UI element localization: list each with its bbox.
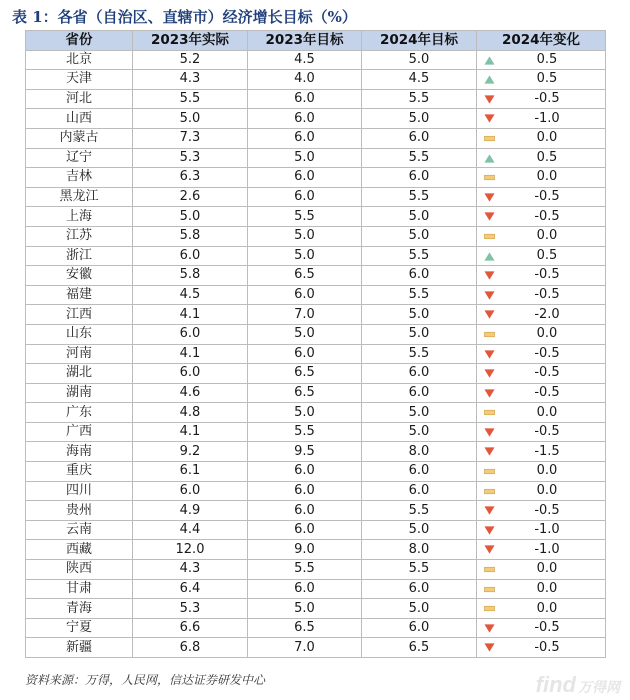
change-value: 0.0 — [536, 404, 558, 420]
cell-change-2024 — [477, 638, 606, 658]
table-row — [26, 540, 606, 560]
cell-change-2024 — [477, 128, 606, 148]
cell-province: 山西 — [26, 109, 133, 129]
down-triangle-icon — [484, 94, 495, 105]
cell-province: 甘肃 — [26, 579, 133, 599]
cell-target-2024: 5.0 — [362, 305, 477, 325]
cell-target-2024: 8.0 — [362, 442, 477, 462]
table-row — [26, 168, 606, 188]
table-row — [26, 226, 606, 246]
change-value: 0.5 — [536, 51, 558, 67]
cell-change-2024 — [477, 462, 606, 482]
table-row — [26, 70, 606, 90]
cell-target-2023: 6.0 — [248, 285, 362, 305]
cell-actual-2023: 5.8 — [133, 266, 248, 286]
cell-province: 湖南 — [26, 383, 133, 403]
cell-change-2024 — [477, 207, 606, 227]
up-triangle-icon — [484, 74, 495, 85]
cell-target-2024: 5.0 — [362, 520, 477, 540]
cell-target-2024: 5.0 — [362, 109, 477, 129]
cell-province: 浙江 — [26, 246, 133, 266]
cell-actual-2023: 5.0 — [133, 109, 248, 129]
change-value: -0.5 — [534, 424, 560, 440]
cell-actual-2023: 6.3 — [133, 168, 248, 188]
cell-target-2024: 5.0 — [362, 324, 477, 344]
header-province: 省份 — [26, 31, 133, 51]
cell-province: 陕西 — [26, 560, 133, 580]
cell-target-2024: 6.0 — [362, 266, 477, 286]
cell-target-2024: 5.5 — [362, 187, 477, 207]
cell-target-2024: 6.0 — [362, 128, 477, 148]
cell-actual-2023: 6.0 — [133, 481, 248, 501]
cell-actual-2023: 4.6 — [133, 383, 248, 403]
cell-actual-2023: 4.1 — [133, 344, 248, 364]
table-body — [26, 50, 606, 657]
cell-target-2024: 6.0 — [362, 364, 477, 384]
change-value: -0.5 — [534, 208, 560, 224]
cell-actual-2023: 6.6 — [133, 618, 248, 638]
flat-bar-icon — [484, 133, 495, 144]
cell-change-2024 — [477, 599, 606, 619]
change-value: -0.5 — [534, 189, 560, 205]
cell-actual-2023: 4.3 — [133, 70, 248, 90]
cell-target-2024: 5.5 — [362, 89, 477, 109]
cell-change-2024 — [477, 520, 606, 540]
cell-province: 福建 — [26, 285, 133, 305]
cell-actual-2023: 4.5 — [133, 285, 248, 305]
cell-actual-2023: 4.1 — [133, 422, 248, 442]
watermark — [536, 672, 620, 698]
cell-target-2024: 5.5 — [362, 148, 477, 168]
change-value: -0.5 — [534, 267, 560, 283]
table-row — [26, 520, 606, 540]
cell-change-2024 — [477, 383, 606, 403]
table-row — [26, 207, 606, 227]
table-row — [26, 128, 606, 148]
table-row — [26, 148, 606, 168]
change-value: 0.5 — [536, 71, 558, 87]
cell-target-2024: 5.0 — [362, 226, 477, 246]
cell-change-2024 — [477, 50, 606, 70]
table-row — [26, 305, 606, 325]
down-triangle-icon — [484, 192, 495, 203]
cell-actual-2023: 4.4 — [133, 520, 248, 540]
change-value: 0.0 — [536, 326, 558, 342]
table-row — [26, 344, 606, 364]
change-value: -0.5 — [534, 91, 560, 107]
change-value: 0.0 — [536, 169, 558, 185]
table-row — [26, 618, 606, 638]
change-value: 0.0 — [536, 130, 558, 146]
table-row — [26, 481, 606, 501]
header-change-2024: 2024年变化 — [477, 31, 606, 51]
cell-target-2023: 6.0 — [248, 187, 362, 207]
down-triangle-icon — [484, 211, 495, 222]
flat-bar-icon — [484, 564, 495, 575]
cell-target-2023: 5.5 — [248, 207, 362, 227]
cell-target-2023: 6.0 — [248, 462, 362, 482]
cell-target-2024: 5.0 — [362, 50, 477, 70]
cell-change-2024 — [477, 168, 606, 188]
cell-actual-2023: 2.6 — [133, 187, 248, 207]
cell-change-2024 — [477, 442, 606, 462]
table-row — [26, 422, 606, 442]
flat-bar-icon — [484, 172, 495, 183]
table-row — [26, 442, 606, 462]
cell-province: 内蒙古 — [26, 128, 133, 148]
cell-actual-2023: 5.0 — [133, 207, 248, 227]
down-triangle-icon — [484, 544, 495, 555]
down-triangle-icon — [484, 309, 495, 320]
cell-change-2024 — [477, 226, 606, 246]
cell-target-2023: 6.0 — [248, 344, 362, 364]
cell-target-2024: 5.0 — [362, 403, 477, 423]
table-row — [26, 50, 606, 70]
cell-target-2023: 5.0 — [248, 324, 362, 344]
up-triangle-icon — [484, 251, 495, 262]
change-value: 0.0 — [536, 482, 558, 498]
cell-actual-2023: 6.0 — [133, 324, 248, 344]
change-value: 0.0 — [536, 600, 558, 616]
cell-target-2024: 6.0 — [362, 481, 477, 501]
cell-province: 西藏 — [26, 540, 133, 560]
table-row — [26, 187, 606, 207]
cell-target-2024: 5.5 — [362, 501, 477, 521]
cell-target-2023: 6.0 — [248, 481, 362, 501]
table-row — [26, 579, 606, 599]
cell-target-2024: 6.0 — [362, 462, 477, 482]
down-triangle-icon — [484, 505, 495, 516]
table-row — [26, 383, 606, 403]
cell-target-2023: 6.5 — [248, 266, 362, 286]
cell-province: 辽宁 — [26, 148, 133, 168]
cell-target-2023: 4.0 — [248, 70, 362, 90]
header-target-2023: 2023年目标 — [248, 31, 362, 51]
cell-province: 广东 — [26, 403, 133, 423]
cell-actual-2023: 7.3 — [133, 128, 248, 148]
cell-province: 云南 — [26, 520, 133, 540]
down-triangle-icon — [484, 642, 495, 653]
cell-change-2024 — [477, 266, 606, 286]
cell-actual-2023: 5.5 — [133, 89, 248, 109]
change-value: 0.0 — [536, 463, 558, 479]
cell-actual-2023: 6.4 — [133, 579, 248, 599]
cell-province: 重庆 — [26, 462, 133, 482]
flat-bar-icon — [484, 231, 495, 242]
cell-target-2024: 6.0 — [362, 579, 477, 599]
change-value: -0.5 — [534, 345, 560, 361]
table-row — [26, 364, 606, 384]
cell-actual-2023: 4.3 — [133, 560, 248, 580]
change-value: 0.0 — [536, 561, 558, 577]
growth-target-table — [25, 30, 606, 658]
cell-target-2023: 6.0 — [248, 168, 362, 188]
flat-bar-icon — [484, 486, 495, 497]
cell-target-2023: 5.0 — [248, 403, 362, 423]
cell-target-2024: 5.0 — [362, 207, 477, 227]
cell-change-2024 — [477, 481, 606, 501]
down-triangle-icon — [484, 270, 495, 281]
change-value: -2.0 — [534, 306, 560, 322]
cell-province: 青海 — [26, 599, 133, 619]
change-value: -0.5 — [534, 620, 560, 636]
down-triangle-icon — [484, 525, 495, 536]
cell-province: 上海 — [26, 207, 133, 227]
change-value: -0.5 — [534, 365, 560, 381]
up-triangle-icon — [484, 55, 495, 66]
cell-target-2023: 6.0 — [248, 109, 362, 129]
cell-target-2024: 6.0 — [362, 383, 477, 403]
cell-actual-2023: 5.8 — [133, 226, 248, 246]
cell-change-2024 — [477, 618, 606, 638]
cell-change-2024 — [477, 403, 606, 423]
cell-change-2024 — [477, 148, 606, 168]
change-value: 0.0 — [536, 580, 558, 596]
cell-change-2024 — [477, 501, 606, 521]
down-triangle-icon — [484, 623, 495, 634]
cell-province: 贵州 — [26, 501, 133, 521]
table-row — [26, 501, 606, 521]
down-triangle-icon — [484, 290, 495, 301]
table-title: 表 1：各省（自治区、直辖市）经济增长目标（%） — [12, 8, 357, 26]
cell-target-2023: 9.5 — [248, 442, 362, 462]
cell-target-2023: 6.0 — [248, 520, 362, 540]
cell-target-2023: 6.0 — [248, 501, 362, 521]
watermark-brand: find — [535, 672, 576, 697]
cell-change-2024 — [477, 285, 606, 305]
cell-change-2024 — [477, 422, 606, 442]
cell-target-2024: 5.0 — [362, 422, 477, 442]
change-value: -0.5 — [534, 639, 560, 655]
cell-province: 河南 — [26, 344, 133, 364]
change-value: 0.5 — [536, 149, 558, 165]
table-row — [26, 89, 606, 109]
change-value: -0.5 — [534, 502, 560, 518]
cell-change-2024 — [477, 560, 606, 580]
cell-target-2023: 5.0 — [248, 599, 362, 619]
cell-province: 海南 — [26, 442, 133, 462]
change-value: -1.5 — [534, 443, 560, 459]
cell-target-2024: 8.0 — [362, 540, 477, 560]
down-triangle-icon — [484, 446, 495, 457]
cell-actual-2023: 12.0 — [133, 540, 248, 560]
cell-province: 湖北 — [26, 364, 133, 384]
cell-province: 安徽 — [26, 266, 133, 286]
cell-actual-2023: 6.0 — [133, 364, 248, 384]
cell-actual-2023: 5.2 — [133, 50, 248, 70]
cell-target-2023: 5.5 — [248, 422, 362, 442]
cell-actual-2023: 4.9 — [133, 501, 248, 521]
down-triangle-icon — [484, 349, 495, 360]
cell-province: 广西 — [26, 422, 133, 442]
cell-target-2023: 6.5 — [248, 618, 362, 638]
cell-change-2024 — [477, 344, 606, 364]
header-target-2024: 2024年目标 — [362, 31, 477, 51]
cell-actual-2023: 4.1 — [133, 305, 248, 325]
cell-province: 新疆 — [26, 638, 133, 658]
table-row — [26, 403, 606, 423]
cell-province: 天津 — [26, 70, 133, 90]
cell-actual-2023: 6.0 — [133, 246, 248, 266]
cell-province: 河北 — [26, 89, 133, 109]
cell-actual-2023: 5.3 — [133, 148, 248, 168]
cell-province: 黑龙江 — [26, 187, 133, 207]
cell-target-2024: 5.5 — [362, 344, 477, 364]
cell-change-2024 — [477, 540, 606, 560]
header-row — [26, 31, 606, 51]
cell-province: 吉林 — [26, 168, 133, 188]
table-row — [26, 285, 606, 305]
change-value: 0.5 — [536, 247, 558, 263]
cell-target-2024: 4.5 — [362, 70, 477, 90]
cell-target-2023: 7.0 — [248, 305, 362, 325]
flat-bar-icon — [484, 466, 495, 477]
table-row — [26, 560, 606, 580]
change-value: -1.0 — [534, 522, 560, 538]
cell-change-2024 — [477, 109, 606, 129]
cell-target-2024: 5.5 — [362, 246, 477, 266]
flat-bar-icon — [484, 329, 495, 340]
cell-change-2024 — [477, 579, 606, 599]
source-note: 资料来源：万得，人民网，信达证券研发中心 — [25, 673, 266, 687]
table-row — [26, 109, 606, 129]
cell-target-2024: 5.0 — [362, 599, 477, 619]
flat-bar-icon — [484, 603, 495, 614]
change-value: -1.0 — [534, 541, 560, 557]
cell-target-2024: 6.5 — [362, 638, 477, 658]
table-row — [26, 638, 606, 658]
cell-target-2023: 7.0 — [248, 638, 362, 658]
flat-bar-icon — [484, 407, 495, 418]
cell-actual-2023: 6.1 — [133, 462, 248, 482]
cell-change-2024 — [477, 246, 606, 266]
up-triangle-icon — [484, 153, 495, 164]
change-value: -1.0 — [534, 110, 560, 126]
down-triangle-icon — [484, 368, 495, 379]
table-row — [26, 266, 606, 286]
cell-province: 宁夏 — [26, 618, 133, 638]
down-triangle-icon — [484, 113, 495, 124]
change-value: -0.5 — [534, 384, 560, 400]
cell-target-2023: 6.0 — [248, 89, 362, 109]
cell-target-2023: 5.0 — [248, 148, 362, 168]
flat-bar-icon — [484, 584, 495, 595]
cell-target-2023: 6.0 — [248, 128, 362, 148]
cell-province: 四川 — [26, 481, 133, 501]
cell-target-2023: 9.0 — [248, 540, 362, 560]
cell-province: 江苏 — [26, 226, 133, 246]
cell-province: 山东 — [26, 324, 133, 344]
cell-target-2023: 6.5 — [248, 364, 362, 384]
table-row — [26, 599, 606, 619]
cell-target-2024: 6.0 — [362, 618, 477, 638]
down-triangle-icon — [484, 427, 495, 438]
cell-target-2023: 6.5 — [248, 383, 362, 403]
cell-province: 江西 — [26, 305, 133, 325]
cell-target-2024: 6.0 — [362, 168, 477, 188]
cell-change-2024 — [477, 364, 606, 384]
cell-actual-2023: 6.8 — [133, 638, 248, 658]
header-actual-2023: 2023年实际 — [133, 31, 248, 51]
cell-change-2024 — [477, 70, 606, 90]
cell-target-2024: 5.5 — [362, 285, 477, 305]
table-row — [26, 462, 606, 482]
cell-province: 北京 — [26, 50, 133, 70]
table-row — [26, 246, 606, 266]
cell-actual-2023: 9.2 — [133, 442, 248, 462]
cell-actual-2023: 4.8 — [133, 403, 248, 423]
change-value: 0.0 — [536, 228, 558, 244]
cell-change-2024 — [477, 324, 606, 344]
cell-change-2024 — [477, 89, 606, 109]
table-row — [26, 324, 606, 344]
cell-target-2023: 4.5 — [248, 50, 362, 70]
down-triangle-icon — [484, 388, 495, 399]
cell-target-2023: 6.0 — [248, 579, 362, 599]
cell-target-2023: 5.5 — [248, 560, 362, 580]
watermark-cn: 万得网 — [578, 679, 620, 695]
cell-actual-2023: 5.3 — [133, 599, 248, 619]
change-value: -0.5 — [534, 287, 560, 303]
cell-target-2024: 5.5 — [362, 560, 477, 580]
cell-target-2023: 5.0 — [248, 226, 362, 246]
cell-change-2024 — [477, 305, 606, 325]
cell-change-2024 — [477, 187, 606, 207]
cell-target-2023: 5.0 — [248, 246, 362, 266]
